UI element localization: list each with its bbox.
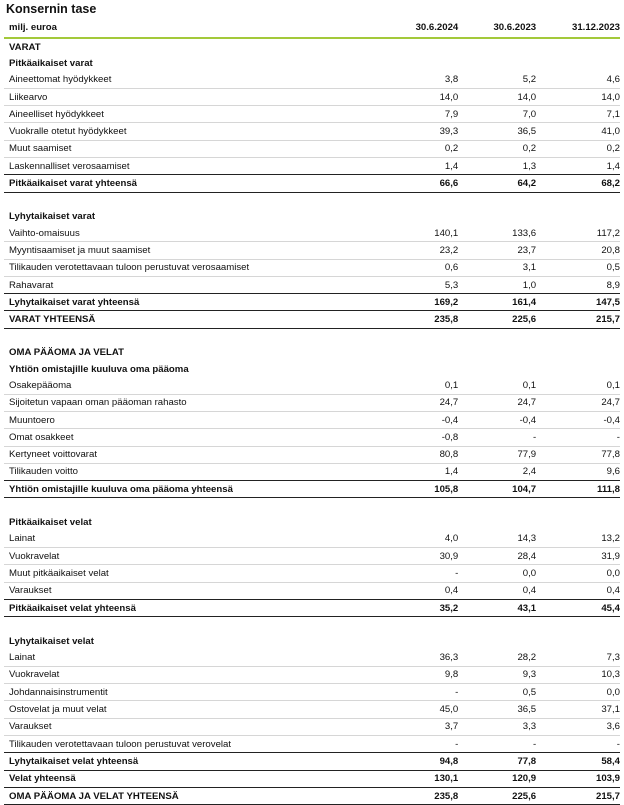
row-label: Vaihto-omaisuus [9,227,80,239]
row-label: Laskennalliset verosaamiset [9,160,130,172]
table-row [4,565,620,582]
section-heading [4,39,620,55]
table-row [4,429,620,446]
row-label: Lyhytaikaiset varat yhteensä [9,296,140,308]
value-cell: 133,6 [512,227,537,239]
spacer-row [4,498,620,514]
row-label: Osakepääoma [9,379,72,391]
total-row [4,600,620,617]
value-cell: 0,1 [606,379,620,391]
value-cell: 0,5 [522,686,537,698]
table-row [4,531,620,548]
table-row [4,72,620,89]
table-row [4,277,620,294]
row-label: Tilikauden verotettavaan tuloon perustuvat verosaamiset [9,262,250,274]
value-cell: 0,0 [606,686,620,698]
table-row [4,377,620,394]
value-cell: 5,2 [522,74,537,86]
value-cell: 43,1 [517,602,537,614]
row-label: Myyntisaamiset ja muut saamiset [9,244,151,256]
value-cell: 7,9 [444,108,459,120]
value-cell: 13,2 [601,533,620,545]
value-cell: 215,7 [595,314,620,326]
value-cell: 0,4 [522,585,537,597]
value-cell: 36,3 [439,652,459,664]
value-cell: 36,5 [517,126,537,138]
value-cell: 14,0 [601,91,620,103]
value-cell: 58,4 [601,755,620,767]
value-cell: 2,4 [522,466,537,478]
row-label: Muuntoero [9,414,55,426]
page-title: Konsernin tase [6,2,97,16]
row-label: Velat yhteensä [9,773,76,785]
table-row [4,123,620,140]
value-cell: 94,8 [439,755,459,767]
subsection-heading [4,514,620,530]
subsection-heading [4,55,620,71]
value-cell: 37,1 [601,704,620,716]
row-label: Johdannaisinstrumentit [9,686,108,698]
row-label: Muut pitkäaikaiset velat [9,567,109,579]
value-cell: 14,3 [517,533,537,545]
row-label: Lainat [9,652,36,664]
value-cell: 41,0 [601,126,620,138]
value-cell: 10,3 [601,669,620,681]
total-row [4,753,620,770]
value-cell: 0,1 [444,379,459,391]
row-label: Pitkäaikaiset varat yhteensä [9,178,137,190]
row-label: OMA PÄÄOMA JA VELAT YHTEENSÄ [9,790,179,802]
value-cell: - [532,738,537,750]
total-row [4,788,620,805]
value-cell: 77,8 [517,755,537,767]
value-cell: 9,6 [606,466,620,478]
table-row [4,736,620,753]
subsection-heading [4,633,620,649]
value-cell: 1,0 [522,279,537,291]
unit-label: milj. euroa [9,21,57,33]
value-cell: -0,4 [603,414,620,426]
value-cell: 3,1 [522,262,537,274]
table-row [4,141,620,158]
row-label: Pitkäaikaiset velat yhteensä [9,602,136,614]
row-label: Aineelliset hyödykkeet [9,108,104,120]
value-cell: 24,7 [517,397,537,409]
row-label: Tilikauden voitto [9,466,78,478]
table-row [4,464,620,481]
value-cell: 9,8 [444,669,459,681]
table-row [4,719,620,736]
row-label: Tilikauden verotettavaan tuloon perustuvat verovelat [9,738,232,750]
value-cell: 9,3 [522,669,537,681]
table-row [4,158,620,175]
subsection-heading [4,361,620,377]
value-cell: - [616,738,620,750]
section-heading [4,345,620,361]
value-cell: 0,5 [606,262,620,274]
row-label: Yhtiön omistajille kuuluva oma pääoma [9,363,189,375]
value-cell: 80,8 [439,449,459,461]
row-label: Omat osakkeet [9,431,74,443]
table-row [4,447,620,464]
value-cell: 0,6 [444,262,459,274]
period-header: 31.12.2023 [571,21,620,33]
table-row [4,684,620,701]
value-cell: 77,8 [601,449,620,461]
row-label: Lyhytaikaiset velat [9,635,94,647]
value-cell: 0,4 [444,585,459,597]
total-row [4,294,620,311]
value-cell: 3,3 [522,721,537,733]
period-header: 30.6.2023 [493,21,537,33]
value-cell: 104,7 [512,483,537,495]
value-cell: 111,8 [597,483,620,495]
row-label: Yhtiön omistajille kuuluva oma pääoma yhteensä [9,483,233,495]
row-label: OMA PÄÄOMA JA VELAT [9,347,124,359]
value-cell: 225,6 [512,314,537,326]
value-cell: 235,8 [434,790,459,802]
value-cell: 147,5 [595,296,620,308]
row-label: Ostovelat ja muut velat [9,704,107,716]
value-cell: 31,9 [601,550,620,562]
table-row [4,225,620,242]
value-cell: 20,8 [601,244,620,256]
value-cell: 0,0 [606,567,620,579]
value-cell: 66,6 [439,178,459,190]
total-row [4,771,620,788]
value-cell: 169,2 [434,296,459,308]
value-cell: 235,8 [434,314,459,326]
value-cell: 0,2 [606,143,620,155]
value-cell: 0,2 [522,143,537,155]
value-cell: 24,7 [439,397,459,409]
row-label: Kertyneet voittovarat [9,449,97,461]
value-cell: -0,8 [441,431,459,443]
value-cell: 77,9 [517,449,537,461]
value-cell: 45,4 [601,602,620,614]
value-cell: 7,0 [522,108,537,120]
row-label: Vuokralle otetut hyödykkeet [9,126,127,138]
value-cell: 1,4 [444,466,459,478]
table-row [4,395,620,412]
table-row [4,260,620,277]
spacer-row [4,329,620,345]
row-label: Aineettomat hyödykkeet [9,74,112,86]
table-row [4,412,620,429]
value-cell: 0,1 [522,379,537,391]
value-cell: 4,0 [444,533,459,545]
value-cell: 3,6 [606,721,620,733]
table-row [4,701,620,718]
table-row [4,106,620,123]
value-cell: -0,4 [519,414,537,426]
row-label: Vuokravelat [9,550,60,562]
row-label: Lyhytaikaiset varat [9,211,96,223]
total-row [4,311,620,328]
value-cell: 8,9 [606,279,620,291]
row-label: Pitkäaikaiset velat [9,517,92,529]
value-cell: 28,4 [517,550,537,562]
value-cell: 64,2 [517,178,537,190]
balance-sheet-table [4,39,620,805]
value-cell: 23,7 [517,244,537,256]
row-label: Sijoitetun vapaan oman pääoman rahasto [9,397,187,409]
value-cell: 39,3 [439,126,459,138]
value-cell: 117,2 [596,227,620,239]
row-label: Muut saamiset [9,143,72,155]
value-cell: 4,6 [606,74,620,86]
row-label: Lainat [9,533,36,545]
value-cell: 225,6 [512,790,537,802]
value-cell: 28,2 [517,652,537,664]
row-label: Lyhytaikaiset velat yhteensä [9,755,139,767]
value-cell: 1,4 [606,160,620,172]
table-row [4,242,620,259]
period-header: 30.6.2024 [415,21,459,33]
table-row [4,89,620,106]
table-header [4,17,620,39]
value-cell: 130,1 [434,773,459,785]
row-label: Pitkäaikaiset varat [9,57,93,69]
value-cell: - [455,567,459,579]
row-label: Rahavarat [9,279,54,291]
value-cell: 105,8 [434,483,459,495]
row-label: Vuokravelat [9,669,60,681]
value-cell: 24,7 [601,397,620,409]
total-row [4,175,620,192]
value-cell: 140,1 [434,227,459,239]
value-cell: 215,7 [595,790,620,802]
value-cell: 0,2 [444,143,459,155]
row-label: Varaukset [9,585,52,597]
total-row [4,481,620,498]
value-cell: 120,9 [512,773,537,785]
value-cell: 3,8 [444,74,459,86]
row-label: Liikearvo [9,91,48,103]
spacer-row [4,617,620,633]
value-cell: -0,4 [441,414,459,426]
table-row [4,667,620,684]
value-cell: - [455,738,459,750]
value-cell: 14,0 [517,91,537,103]
row-label: VARAT [9,41,41,53]
row-label: Varaukset [9,721,52,733]
value-cell: 5,3 [444,279,459,291]
value-cell: 0,0 [522,567,537,579]
subsection-heading [4,209,620,225]
value-cell: 35,2 [439,602,459,614]
value-cell: 1,3 [522,160,537,172]
value-cell: 68,2 [601,178,620,190]
value-cell: 14,0 [439,91,459,103]
spacer-row [4,193,620,209]
value-cell: 7,1 [606,108,620,120]
value-cell: - [532,431,537,443]
value-cell: 23,2 [439,244,459,256]
value-cell: 103,9 [595,773,620,785]
table-row [4,548,620,565]
value-cell: 161,4 [512,296,537,308]
value-cell: 36,5 [517,704,537,716]
table-row [4,650,620,667]
balance-sheet-page [4,0,620,805]
value-cell: 7,3 [606,652,620,664]
value-cell: 3,7 [444,721,459,733]
row-label: VARAT YHTEENSÄ [9,314,96,326]
value-cell: 0,4 [606,585,620,597]
value-cell: - [455,686,459,698]
value-cell: 1,4 [444,160,459,172]
table-row [4,583,620,600]
value-cell: 45,0 [439,704,459,716]
value-cell: - [616,431,620,443]
value-cell: 30,9 [439,550,459,562]
